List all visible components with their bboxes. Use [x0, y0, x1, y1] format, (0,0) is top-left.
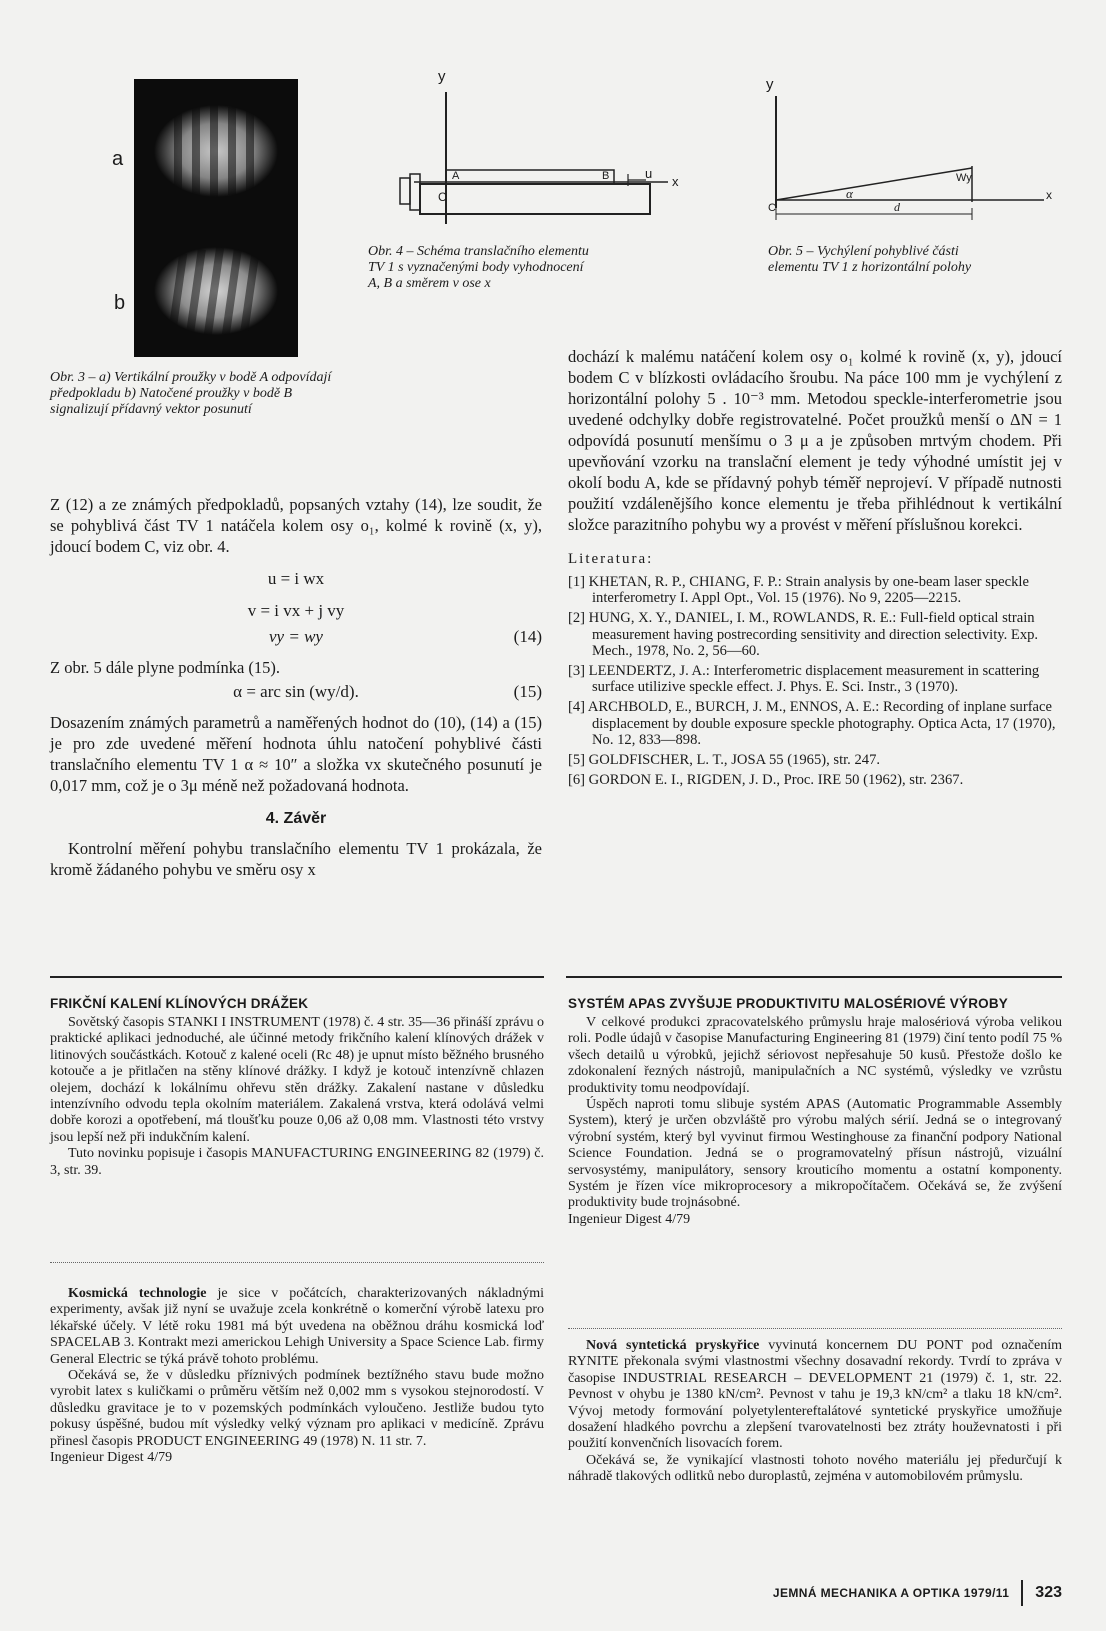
fig3-photo — [134, 79, 298, 357]
article4-lead: Nová syntetická pryskyřice — [586, 1338, 760, 1353]
fig3-label-b: b — [114, 292, 126, 314]
fig4-point-c: C — [438, 190, 447, 204]
reference-2: [2] HUNG, X. Y., DANIEL, I. M., ROWLANDS, R. E.: Full-field optical strain measurement having postrecording sensitivity and direction selectivity. Exp. Mech., 1978, No. 2, 56—60. — [568, 610, 1039, 659]
fig4-caption — [368, 244, 698, 292]
article-space-technology — [50, 1286, 544, 1466]
article4-para-1-text: vyvinutá koncernem DU PONT pod označením RYNITE překonala svými vlastnostmi všechny dosavadní rekordy. Tvrdí to zpráva v časopise INDUSTRIAL RESEARCH – DEVELOPMENT 21 (1979) č. 1, str. 22. Pevnost v ohybu je 1380 kN/cm². Pevnost v tahu je 19,3 kN/cm² a tlaku 18 kN/cm². Vývoj metody formování polyetylentereftalátové syntetické pryskyřice umožňuje dosažení hladkého povrchu a zlepšení tvarovatelnosti bez ztráty houževnatosti i při použití konvenčních lisovacích forem. — [568, 1338, 1062, 1452]
fig4-diagram — [380, 74, 700, 234]
equation-14-number: (14) — [513, 627, 542, 646]
reference-6: [6] GORDON E. I., RIGDEN, J. D., Proc. IRE 50 (1962), str. 2367. — [568, 772, 964, 789]
fig4-point-b: B — [602, 170, 610, 182]
fig3-label-a: a — [112, 148, 124, 170]
separator-left — [50, 976, 544, 978]
left-para-4: Kontrolní měření pohybu translačního elementu TV 1 prokázala, že kromě žádaného pohybu ve směru osy x — [50, 839, 542, 879]
fig4-point-a: A — [452, 170, 460, 182]
fig5-x-axis-label: x — [1046, 188, 1052, 202]
literature-title: Literatura: — [568, 551, 654, 567]
article4-para-2: Očekává se, že vynikající vlastnosti tohoto nového materiálu jej předurčují k náhradě tlakových odlitků nebo duroplastů, zejména v automobilovém průmyslu. — [568, 1452, 1062, 1485]
right-column — [568, 346, 1062, 788]
fig5-caption — [768, 244, 1068, 276]
fig4-caption-line2: TV 1 s vyznačenými body vyhodnocení — [368, 260, 584, 275]
separator-right — [566, 976, 1062, 978]
article2-source: Ingenieur Digest 4/79 — [50, 1450, 173, 1466]
reference-5: [5] GOLDFISCHER, L. T., JOSA 55 (1965), str. 247. — [568, 752, 881, 769]
fig5-alpha-label: α — [846, 186, 853, 201]
reference-4: [4] ARCHBOLD, E., BURCH, J. M., ENNOS, A. E.: Recording of inplane surface displacement by double exposure speckle photography. Optica Acta, 17 (1970), No. 12, 833—898. — [568, 699, 1056, 748]
fig5-y-axis-label: y — [766, 76, 774, 93]
article-apas — [568, 996, 1062, 1228]
article-synthetic-resin — [568, 1338, 1062, 1486]
equation-alpha: α = arc sin (wy/d). — [233, 682, 359, 701]
article3-source: Ingenieur Digest 4/79 — [568, 1211, 691, 1227]
article-friction-hardening — [50, 996, 544, 1179]
fig4-caption-line3: A, B a směrem v ose x — [368, 276, 491, 291]
left-para-3: Dosazením známých parametrů a naměřených hodnot do (10), (14) a (15) je pro zde uvedené měření hodnota úhlu natočení pohyblivé části translačního elementu TV 1 α ≈ 10″ a složka vx skutečného posunutí je 0,017 mm, což je o 3μ méně než požadovaná hodnota. — [50, 713, 542, 795]
footer-divider — [1021, 1580, 1023, 1606]
left-column — [50, 494, 542, 880]
fringes-a — [154, 105, 278, 197]
right-para-1: dochází k malému natáčení kolem osy o₁ kolmé k rovině (x, y), jdoucí bodem C v blízkosti ovládacího šroubu. Na páce 100 mm je vychýlení z horizontální polohy 5 . 10⁻³ mm. Metodou speckle-interferometrie jsou uvedené odchylky dobře registrovatelné. Počet proužků menší o ΔN = 1 odpovídá posunutí menšímu o 3 μ a je způsoben mrtvým chodem. Při upevňování vzorku na translační element je tedy výhodné umístit jej v okolí bodu A, kde se přídavný pohyb téměř neprojeví. V případě nutnosti použití vzdálenějšího konce elementu je třeba přihlédnout k vertikální složce parazitního pohybu wy a provést v měření příslušnou korekci. — [568, 347, 1062, 534]
equation-v: v = i vx + j vy — [247, 601, 345, 620]
fig5-diagram — [760, 84, 1060, 234]
page-number: 323 — [1035, 1584, 1062, 1601]
reference-list — [568, 574, 1062, 788]
reference-1: [1] KHETAN, R. P., CHIANG, F. P.: Strain analysis by one-beam laser speckle interferometry I. Appl Opt., Vol. 15 (1976). No 9, 2205—2215. — [568, 574, 1029, 607]
fringes-b — [154, 247, 278, 337]
reference-3: [3] LEENDERTZ, J. A.: Interferometric displacement measurement in scattering surface utilizive speckle effect. J. Phys. E. Sci. Instr., 3 (1970). — [568, 663, 1040, 696]
equation-vy: vy = wy — [269, 627, 323, 646]
fig5-caption-line2: elementu TV 1 z horizontální polohy — [768, 260, 972, 275]
article3-title: SYSTÉM APAS ZVYŠUJE PRODUKTIVITU MALOSÉRIOVÉ VÝROBY — [568, 996, 1009, 1011]
fig4-y-axis-label: y — [438, 68, 446, 85]
section-title-zaver: 4. Závěr — [265, 810, 327, 827]
fig5-caption-line1: Obr. 5 – Vychýlení pohyblivé části — [768, 244, 959, 259]
article2-lead: Kosmická technologie — [68, 1286, 207, 1301]
article2-para-1 — [50, 1286, 544, 1368]
article3-para-1: V celkové produkci zpracovatelského průmyslu hraje malosériová výroba velikou roli. Podle údajů v časopise Manufacturing Engineering 81 (1979) činí tento podíl 75 % všech detailů u výrobků, jejichž sériovost nepřesahuje 50 kusů. Přestože došlo ke zdokonalení řezných nástrojů, manipulačních a NC systémů, výsledky ve vzrůstu produktivity tomu neodpovídají. — [568, 1015, 1062, 1096]
equation-u: u = i wx — [267, 569, 325, 588]
separator-left-dotted — [50, 1262, 544, 1263]
fig5-point-c: C — [768, 202, 776, 214]
article2-para-2: Očekává se, že v důsledku příznivých podmínek beztížného stavu bude možno vyrobit latex s kuličkami o průměru větším než 0,002 mm s vysokou stejnorodostí. V důsledku gravitace je to v pozemských podmínkách vyloučeno. Jestliže budou tyto pokusy úspěšné, budou mít výsledky velký význam pro aplikaci v medicíně. Zprávu přinesl časopis PRODUCT ENGINEERING 49 (1978) N. 11 str. 7. — [50, 1368, 544, 1449]
article1-title: FRIKČNÍ KALENÍ KLÍNOVÝCH DRÁŽEK — [50, 996, 309, 1011]
article2-para-1-text: je sice v počátcích, charakterizovaných nákladnými experimenty, avšak již nyní se uvažuje zcela konkrétně o komerční výrobě latexu pro lékařské účely. V létě roku 1981 má být uvedena na oběžnou dráhu kosmická loď SPACELAB 3. Kontrakt mezi americkou Lehigh University a Space Science Lab. firmy General Electric se týká právě tohoto problému. — [50, 1286, 545, 1367]
fig5-d-label: d — [894, 200, 900, 214]
fig5-wy-label: Wy — [956, 172, 972, 184]
separator-right-dotted — [568, 1328, 1062, 1329]
article3-para-2: Úspěch naproti tomu slibuje systém APAS (Automatic Programmable Assembly System), který je určen obzvláště pro výrobu malých sérií. Jedná se o integrovaný výrobní systém, který byl vyvinut firmou Westinghouse za finanční podpory National Science Foundation. Jedná se o programovatelný přísun nástrojů, vizuální servosystémy, manipulátory, sensory krouticího momentu a ostatní komponenty. Systém je řízen více mikroprocesory a mikropočítačem. Očekává se, že zvýšení produktivity bude trojnásobné. — [568, 1097, 1062, 1211]
fig4-caption-line1: Obr. 4 – Schéma translačního elementu — [368, 244, 589, 259]
footer — [773, 1580, 1062, 1606]
equation-15-number: (15) — [513, 682, 542, 701]
article1-para-2: Tuto novinku popisuje i časopis MANUFACTURING ENGINEERING 82 (1979) č. 3, str. 39. — [50, 1146, 544, 1178]
left-para-1: Z (12) a ze známých předpokladů, popsaných vztahy (14), lze soudit, že se pohyblivá část TV 1 natáčela kolem osy o₁, kolmé k rovině (x, y), jdoucí bodem C, viz obr. 4. — [50, 495, 542, 556]
fig4-u-vector: u — [645, 166, 653, 181]
fig4-x-axis-label: x — [672, 174, 679, 189]
footer-journal-title: JEMNÁ MECHANIKA A OPTIKA 1979/11 — [772, 1586, 1010, 1600]
fig3-caption: Obr. 3 – a) Vertikální proužky v bodě A odpovídají předpokladu b) Natočené proužky v bodě B signalizují přídavný vektor posunutí — [50, 370, 332, 417]
left-para-2: Z obr. 5 dále plyne podmínka (15). — [50, 658, 281, 677]
article1-para-1: Sovětský časopis STANKI I INSTRUMENT (1978) č. 4 str. 35—36 přináší zprávu o praktické aplikaci jednoduché, ale účinné metody frikčního kalení klínových drážek v litinových součástkách. Kotouč z kalené oceli (Rc 48) je upnut místo běžného brusného kotouče a je přitlačen na stěny klínové drážky. I když je kotouč intenzívně chlazen olejem, dochází k lokálnímu ohřevu stěn drážky. Zakalení nastane v důsledku intenzívního odvodu tepla okolním materiálem. Zakalená vrstva, která odolává velmi dobře korozi a opotřebení, má tloušťku pouze 0,06 až 0,08 mm. Vlastnosti této vrstvy jsou lepší než při indukčním kalení. — [50, 1015, 544, 1145]
article4-para-1 — [568, 1338, 1062, 1453]
